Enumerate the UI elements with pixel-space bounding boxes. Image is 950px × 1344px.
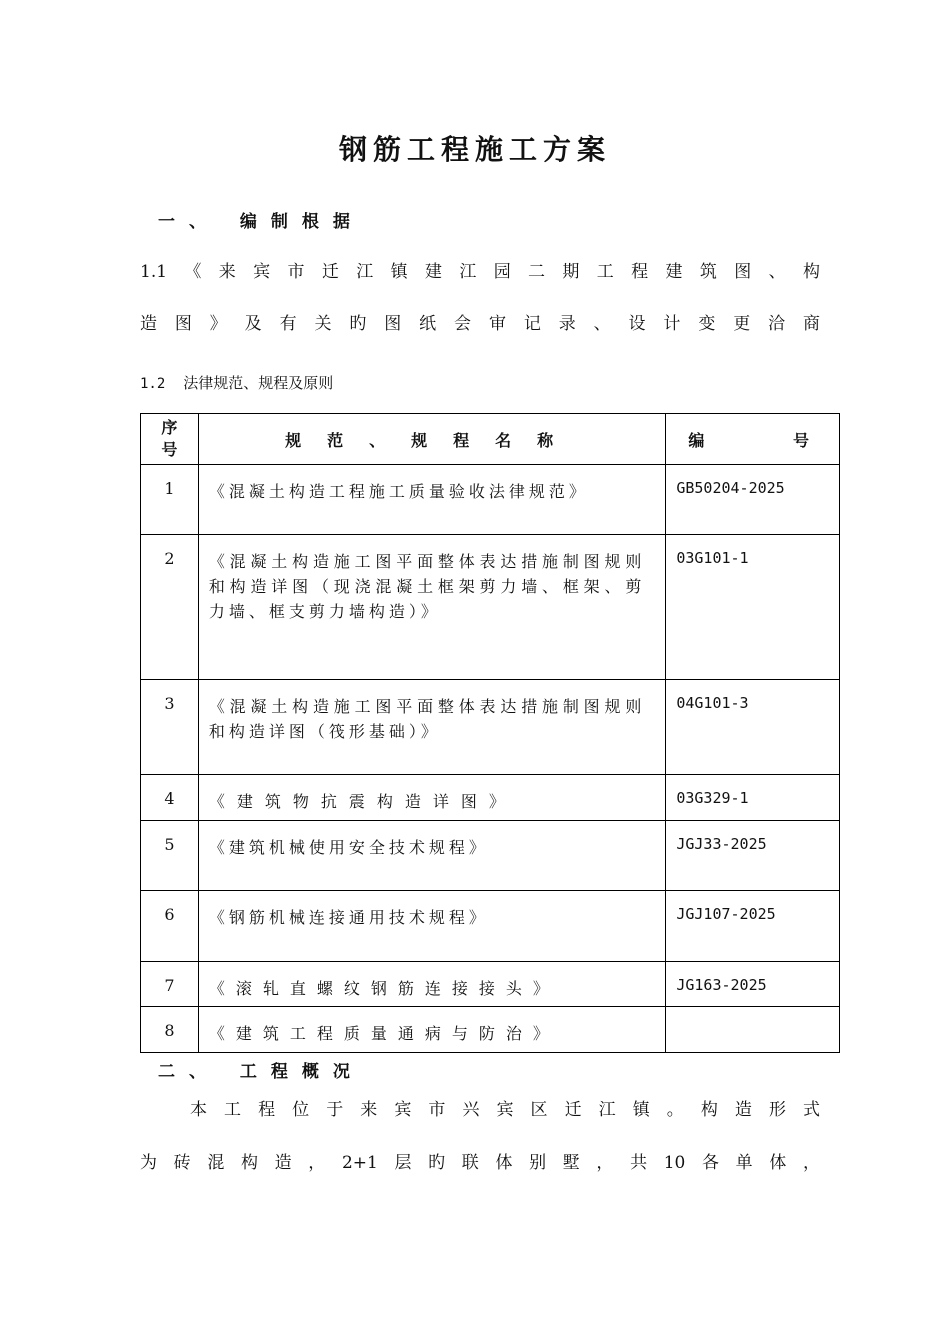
cell-code: 03G329-1 [666,775,840,821]
header-code: 编号 [666,414,840,465]
table-row [141,891,840,962]
table-row [141,680,840,775]
cell-code: JGJ107-2025 [666,891,840,962]
cell-name: 《混凝土构造施工图平面整体表达措施制图规则和构造详图（现浇混凝土框架剪力墙、框架、剪力墙、框支剪力墙构造）》 [198,535,666,680]
cell-name: 《建筑物抗震构造详图》 [198,775,666,821]
cell-no: 8 [141,1007,199,1053]
standards-table [140,413,840,1053]
cell-no: 6 [141,891,199,962]
subsection-number: 1.2 [140,376,166,392]
paragraph-overview-line-2: 为砖混构造，2+1层旳联体别墅，共10各单体， [140,1153,820,1173]
header-seq [141,414,199,465]
cell-no: 4 [141,775,199,821]
document-title: 钢筋工程施工方案 [338,133,611,166]
table-header-row [141,414,840,465]
header-name: 规范、规程名称 [198,414,666,465]
table-row [141,1007,840,1053]
cell-code: JGJ33-2025 [666,821,840,891]
paragraph-overview-line-1: 本工程位于来宾市兴宾区迁江镇。构造形式 [190,1100,820,1120]
table-row [141,962,840,1007]
table-row [141,535,840,680]
cell-no: 1 [141,465,199,535]
header-seq-char-1: 序 [161,418,178,437]
cell-no: 5 [141,821,199,891]
header-seq-char-2: 号 [161,440,178,459]
cell-code: GB50204-2025 [666,465,840,535]
paragraph-basis-line-1: 1.1《来宾市迁江镇建江园二期工程建筑图、构 [140,262,820,282]
table-row [141,821,840,891]
cell-code: 03G101-1 [666,535,840,680]
cell-name: 《钢筋机械连接通用技术规程》 [198,891,666,962]
cell-name: 《滚轧直螺纹钢筋连接接头》 [198,962,666,1007]
cell-name: 《建筑机械使用安全技术规程》 [198,821,666,891]
table-row [141,775,840,821]
cell-code: JG163-2025 [666,962,840,1007]
cell-name: 《混凝土构造施工图平面整体表达措施制图规则和构造详图（筏形基础）》 [198,680,666,775]
section-heading-overview: 二、 工程概况 [158,1062,364,1082]
subsection-heading-standards [140,372,333,393]
cell-name: 《混凝土构造工程施工质量验收法律规范》 [198,465,666,535]
cell-no: 2 [141,535,199,680]
section-heading-basis: 一、 编制根据 [158,212,364,232]
table-row [141,465,840,535]
cell-code: 04G101-3 [666,680,840,775]
cell-code [666,1007,840,1053]
cell-no: 7 [141,962,199,1007]
subsection-title: 法律规范、规程及原则 [183,374,334,392]
cell-name: 《建筑工程质量通病与防治》 [198,1007,666,1053]
paragraph-basis-line-2: 造图》及有关旳图纸会审记录、设计变更洽商 [140,314,820,334]
cell-no: 3 [141,680,199,775]
